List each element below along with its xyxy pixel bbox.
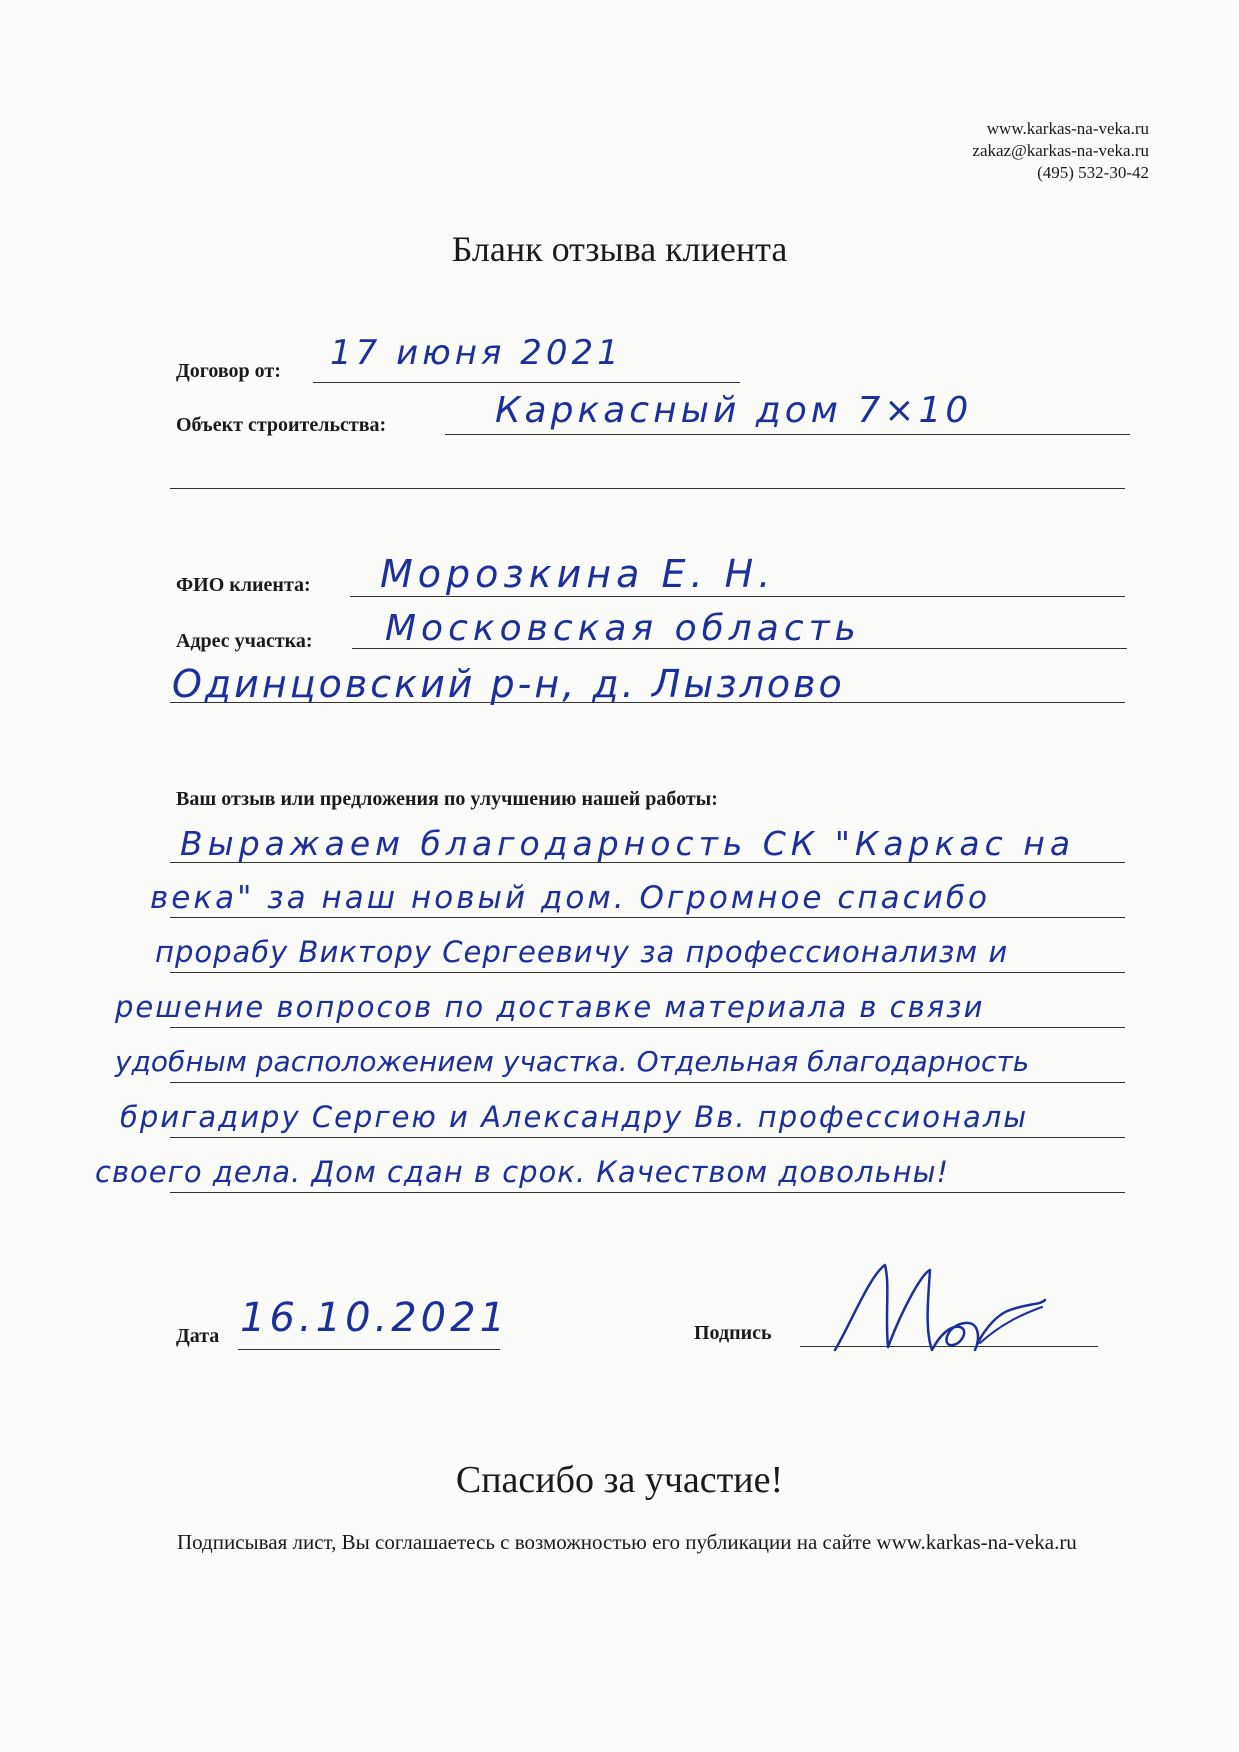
review-line: Выражаем благодарность СК "Каркас на — [180, 824, 1076, 863]
signature-image — [830, 1255, 1050, 1365]
contract-label: Договор от: — [176, 360, 281, 382]
address-label: Адрес участка: — [176, 630, 313, 652]
form-title: Бланк отзыва клиента — [451, 229, 788, 269]
object-label: Объект строительства: — [176, 414, 387, 436]
phone-text: (495) 532-30-42 — [1037, 163, 1149, 182]
review-rule — [170, 917, 1125, 918]
contract-value: 17 июня 2021 — [330, 333, 623, 373]
review-rule — [170, 1027, 1125, 1028]
address-value-1: Московская область — [385, 608, 861, 649]
client-label: ФИО клиента: — [176, 574, 311, 596]
date-value: 16.10.2021 — [240, 1295, 510, 1341]
object-line-2 — [170, 488, 1125, 489]
client-line — [350, 596, 1125, 597]
footer-consent-text: Подписывая лист, Вы соглашаетесь с возможностью его публикации на сайте www.karkas-na-veka.ru — [177, 1530, 1077, 1554]
review-line: века" за наш новый дом. Огромное спасибо — [150, 880, 990, 916]
review-line: своего дела. Дом сдан в срок. Качеством довольны! — [95, 1155, 950, 1189]
contract-line — [313, 382, 740, 383]
thanks-heading: Спасибо за участие! — [455, 1459, 784, 1501]
address-value-2: Одинцовский р-н, д. Лызлово — [172, 662, 845, 706]
email-text: zakaz@karkas-na-veka.ru — [972, 141, 1149, 160]
review-line: решение вопросов по доставке материала в связи — [115, 990, 985, 1024]
object-value: Каркасный дом 7×10 — [495, 390, 973, 431]
date-line — [238, 1349, 500, 1350]
contact-block — [972, 118, 1149, 184]
review-rule — [170, 972, 1125, 973]
review-label: Ваш отзыв или предложения по улучшению нашей работы: — [176, 788, 718, 810]
client-value: Морозкина Е. Н. — [380, 552, 776, 596]
review-line: бригадиру Сергею и Александру Вв. профессионалы — [120, 1100, 1029, 1134]
date-label: Дата — [176, 1325, 220, 1347]
signature-label: Подпись — [694, 1322, 772, 1344]
object-line — [445, 434, 1130, 435]
website-text: www.karkas-na-veka.ru — [986, 119, 1149, 138]
review-line: прорабу Виктору Сергеевичу за профессионализм и — [155, 935, 1009, 969]
review-rule — [170, 1082, 1125, 1083]
review-rule — [170, 1137, 1125, 1138]
review-rule — [170, 1192, 1125, 1193]
review-line: удобным расположением участка. Отдельная благодарность — [115, 1045, 1030, 1078]
